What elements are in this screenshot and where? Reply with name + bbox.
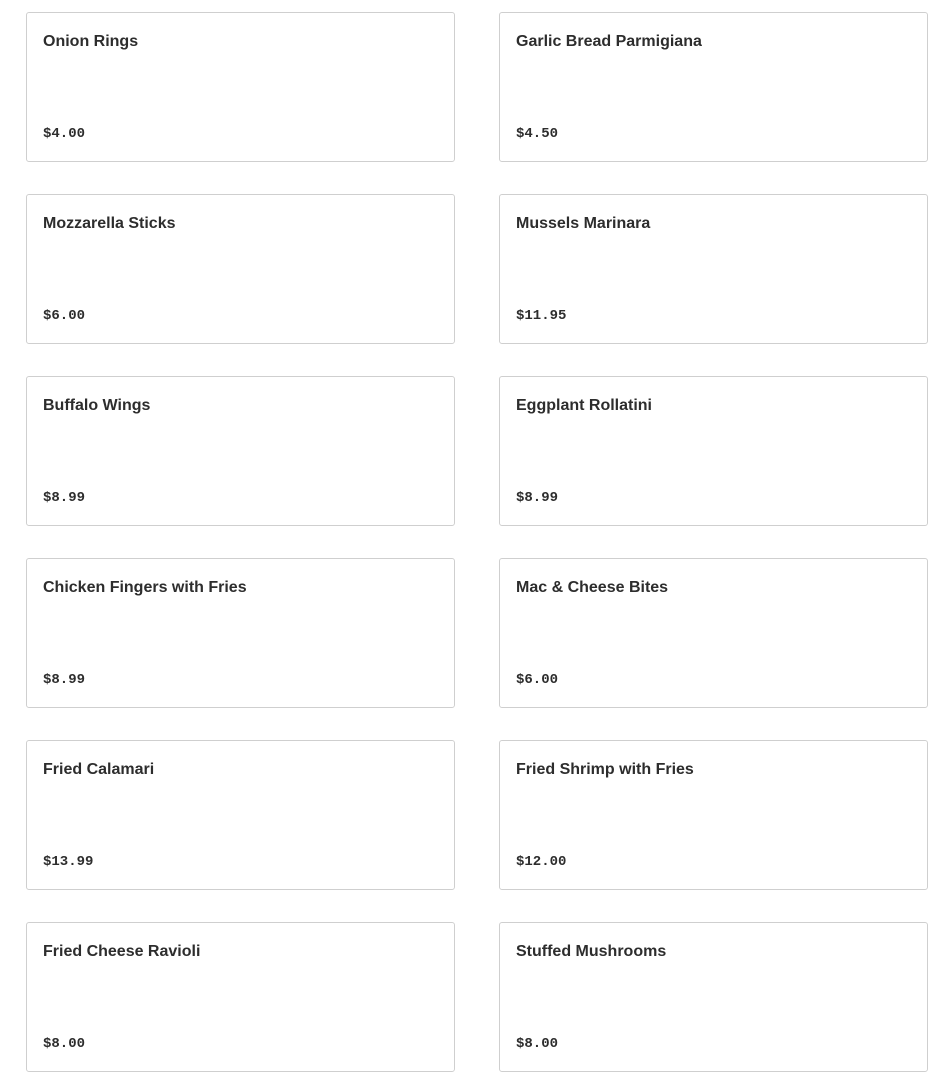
menu-item-price: $8.99 [516, 490, 559, 506]
menu-item-name: Mozzarella Sticks [43, 215, 176, 232]
menu-item-price: $8.99 [43, 672, 86, 688]
menu-item-card[interactable] [26, 558, 455, 708]
menu-item-card[interactable] [499, 194, 928, 344]
menu-item-name: Mac & Cheese Bites [516, 579, 669, 596]
menu-item-card[interactable] [26, 740, 455, 890]
menu-item-card[interactable] [499, 740, 928, 890]
menu-item-card[interactable] [26, 376, 455, 526]
menu-item-card[interactable] [499, 12, 928, 162]
menu-item-card[interactable] [26, 922, 455, 1072]
menu-item-card[interactable] [26, 194, 455, 344]
menu-item-price: $6.00 [516, 672, 559, 688]
menu-item-name: Mussels Marinara [516, 215, 651, 232]
menu-item-price: $8.00 [43, 1036, 86, 1052]
menu-item-price: $13.99 [43, 854, 94, 870]
menu-item-name: Eggplant Rollatini [516, 397, 652, 414]
menu-item-price: $12.00 [516, 854, 567, 870]
menu-item-name: Onion Rings [43, 33, 139, 50]
menu-item-price: $6.00 [43, 308, 86, 324]
menu-item-price: $4.50 [516, 126, 559, 142]
menu-item-price: $8.99 [43, 490, 86, 506]
menu-item-card[interactable] [26, 12, 455, 162]
menu-item-name: Chicken Fingers with Fries [43, 579, 247, 596]
menu-item-name: Fried Cheese Ravioli [43, 943, 201, 960]
menu-item-name: Fried Shrimp with Fries [516, 761, 694, 778]
menu-item-price: $8.00 [516, 1036, 559, 1052]
menu-item-price: $11.95 [516, 308, 567, 324]
menu-item-name: Buffalo Wings [43, 397, 151, 414]
menu-item-card[interactable] [499, 922, 928, 1072]
menu-item-name: Stuffed Mushrooms [516, 943, 667, 960]
menu-item-card[interactable] [499, 558, 928, 708]
menu-item-price: $4.00 [43, 126, 86, 142]
menu-items-grid [26, 12, 928, 1072]
menu-item-name: Garlic Bread Parmigiana [516, 33, 702, 50]
menu-item-name: Fried Calamari [43, 761, 155, 778]
menu-item-card[interactable] [499, 376, 928, 526]
